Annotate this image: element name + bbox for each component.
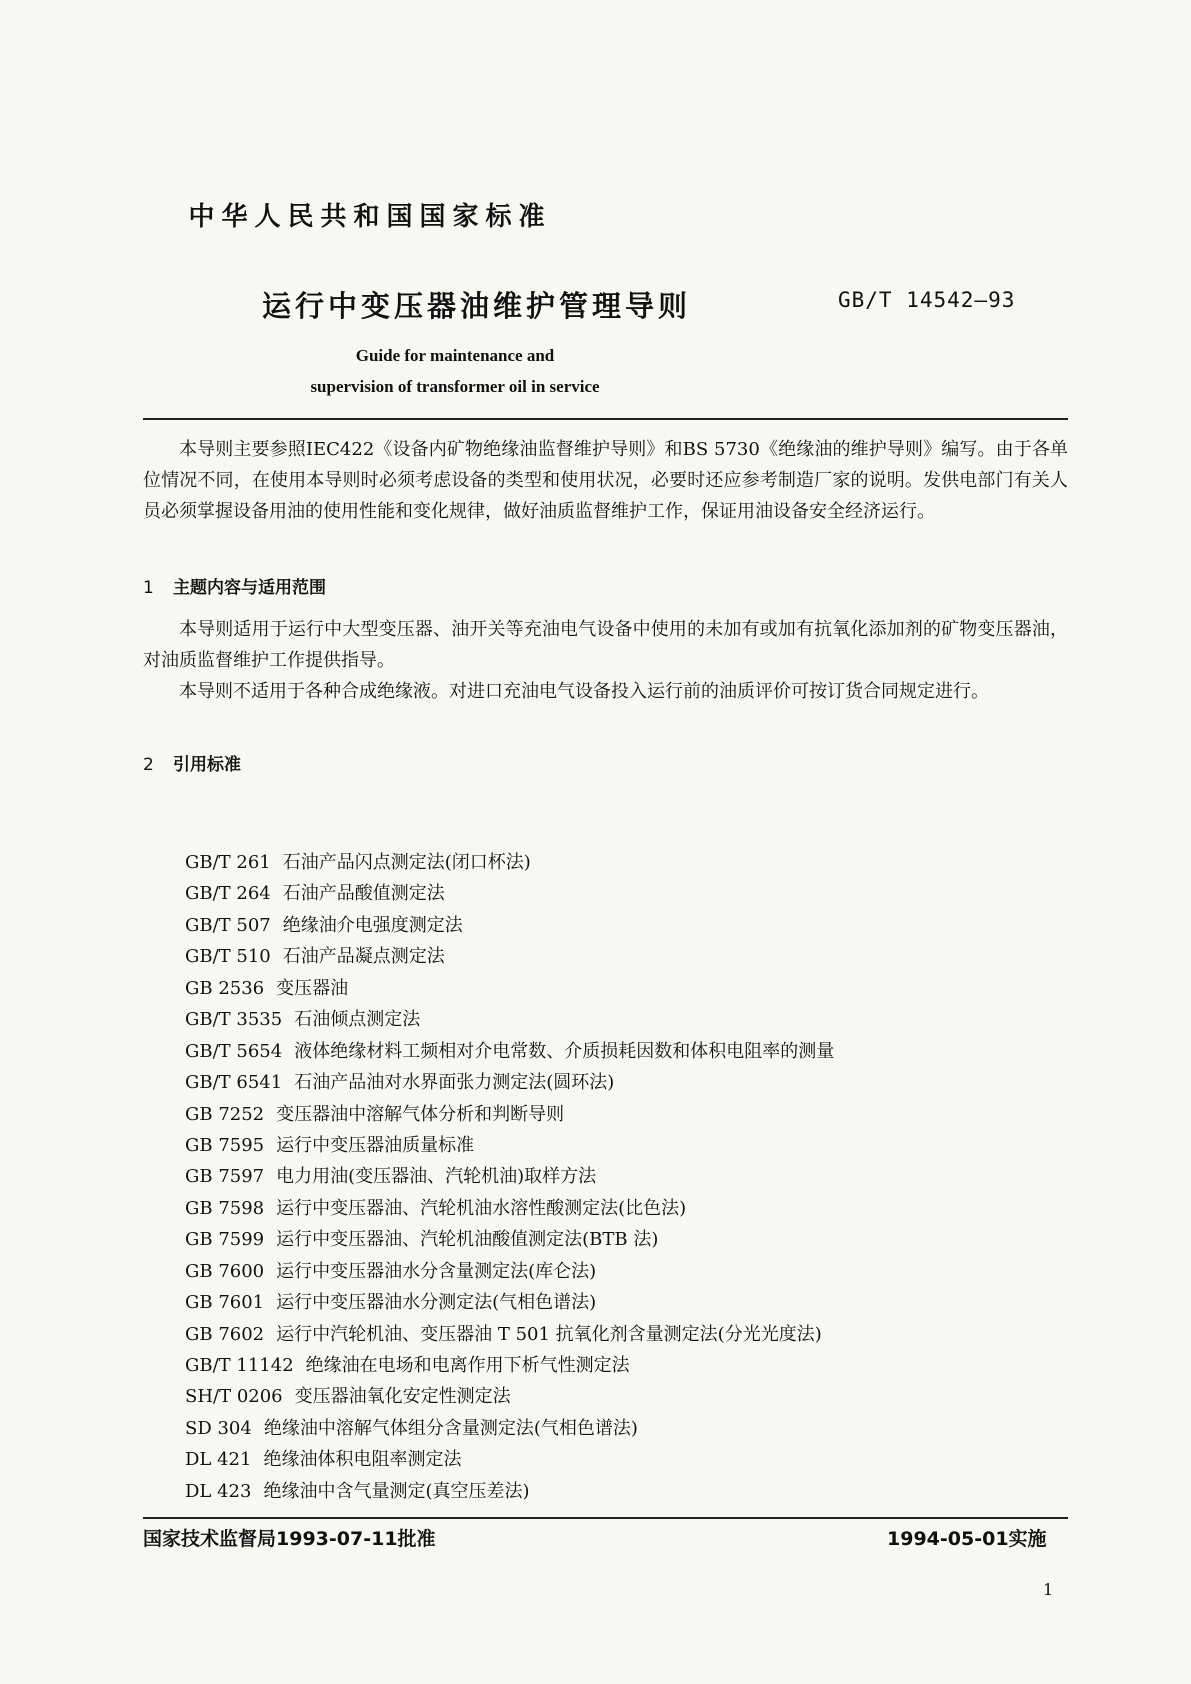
reference-code: GB 7599 [185, 1229, 265, 1251]
reference-title: 电力用油(变压器油、汽轮机油)取样方法 [276, 1166, 597, 1188]
title-en-line-2: supervision of transformer oil in service [310, 377, 600, 396]
reference-list [185, 847, 834, 1507]
reference-title: 石油产品油对水界面张力测定法(圆环法) [294, 1072, 615, 1094]
standard-title-en [240, 340, 670, 402]
section-2-heading [143, 750, 241, 775]
section-1-paragraph-2: 本导则不适用于各种合成绝缘液。对进口充油电气设备投入运行前的油质评价可按订货合同规定进行。 [179, 681, 989, 702]
reference-title: 液体绝缘材料工频相对介电常数、介质损耗因数和体积电阻率的测量 [294, 1040, 835, 1062]
effective-date: 1994-05-01实施 [887, 1528, 1047, 1550]
section-2-number: 2 [143, 755, 154, 775]
reference-code: GB 7595 [185, 1134, 265, 1156]
reference-title: 石油倾点测定法 [294, 1009, 421, 1031]
reference-code: GB 7601 [185, 1292, 265, 1314]
reference-title: 运行中变压器油水分测定法(气相色谱法) [276, 1292, 597, 1314]
reference-item [185, 878, 834, 909]
reference-code: GB/T 261 [185, 852, 271, 873]
reference-code: GB/T 507 [185, 914, 271, 936]
reference-code: GB 7602 [185, 1323, 265, 1345]
reference-code: GB 2536 [185, 977, 265, 999]
reference-title: 石油产品闪点测定法(闭口杯法) [282, 852, 531, 873]
reference-code: GB 7597 [185, 1166, 265, 1188]
reference-title: 变压器油 [276, 977, 349, 999]
reference-item [185, 1476, 834, 1507]
reference-item [185, 973, 834, 1004]
reference-code: SH/T 0206 [185, 1386, 283, 1408]
reference-title: 运行中变压器油质量标准 [276, 1134, 475, 1156]
reference-item [185, 1350, 834, 1381]
reference-item [185, 1319, 834, 1350]
reference-item [185, 1099, 834, 1130]
reference-item [185, 910, 834, 941]
reference-code: GB 7598 [185, 1197, 265, 1219]
footer-divider [143, 1517, 1068, 1519]
reference-title: 运行中变压器油、汽轮机油水溶性酸测定法(比色法) [276, 1197, 687, 1219]
reference-code: GB/T 6541 [185, 1072, 283, 1094]
reference-item [185, 1381, 834, 1412]
reference-code: GB/T 11142 [185, 1355, 294, 1376]
section-1-paragraph-1: 本导则适用于运行中大型变压器、油开关等充油电气设备中使用的未加有或加有抗氧化添加剂的矿物变压器油，对油质监督维护工作提供指导。 [143, 619, 1068, 671]
intro-paragraph: 本导则主要参照IEC422《设备内矿物绝缘油监督维护导则》和BS 5730《绝缘油的维护导则》编写。由于各单位情况不同，在使用本导则时必须考虑设备的类型和使用状况，必要时还应参考制造厂家的说明。发供电部门有关人员必须掌握设备用油的使用性能和变化规律，做好油质监督维护工作，保证用油设备安全经济运行。 [143, 439, 1068, 522]
reference-item [185, 1256, 834, 1287]
reference-title: 石油产品凝点测定法 [282, 946, 445, 968]
reference-title: 绝缘油介电强度测定法 [282, 914, 463, 936]
reference-code: GB/T 5654 [185, 1040, 283, 1062]
reference-title: 运行中汽轮机油、变压器油 T 501 抗氧化剂含量测定法(分光光度法) [276, 1323, 822, 1345]
reference-title: 绝缘油中含气量测定(真空压差法) [263, 1480, 530, 1502]
country-standard-heading: 中华人民共和国国家标准 [188, 202, 552, 232]
section-1-heading [143, 573, 326, 598]
reference-title: 绝缘油体积电阻率测定法 [263, 1449, 462, 1471]
title-en-line-1: Guide for maintenance and [355, 346, 555, 365]
reference-item [185, 847, 834, 878]
section-2-title: 引用标准 [173, 755, 241, 775]
reference-title: 变压器油中溶解气体分析和判断导则 [276, 1103, 565, 1125]
reference-code: DL 421 [185, 1449, 252, 1471]
standard-title-cn: 运行中变压器油维护管理导则 [262, 289, 692, 323]
reference-title: 绝缘油在电场和电离作用下析气性测定法 [305, 1355, 630, 1376]
reference-title: 绝缘油中溶解气体组分含量测定法(气相色谱法) [263, 1417, 638, 1439]
reference-item [185, 1413, 834, 1444]
reference-item [185, 1130, 834, 1161]
reference-item [185, 1161, 834, 1192]
reference-item [185, 1004, 834, 1035]
page-number: 1 [1043, 1580, 1054, 1599]
reference-title: 运行中变压器油水分含量测定法(库仑法) [276, 1260, 597, 1282]
reference-item [185, 941, 834, 972]
reference-code: GB 7252 [185, 1103, 265, 1125]
reference-title: 变压器油氧化安定性测定法 [294, 1386, 511, 1408]
reference-item [185, 1193, 834, 1224]
reference-item [185, 1224, 834, 1255]
header-divider [143, 418, 1068, 420]
approval-statement: 国家技术监督局1993-07-11批准 [143, 1528, 436, 1550]
reference-code: SD 304 [185, 1417, 252, 1439]
reference-code: GB 7600 [185, 1260, 265, 1282]
reference-item [185, 1067, 834, 1098]
reference-code: GB/T 264 [185, 883, 271, 905]
reference-item [185, 1444, 834, 1475]
reference-title: 运行中变压器油、汽轮机油酸值测定法(BTB 法) [276, 1229, 659, 1251]
reference-code: GB/T 510 [185, 946, 271, 968]
reference-item [185, 1036, 834, 1067]
standard-code: GB/T 14542—93 [838, 288, 1016, 312]
reference-title: 石油产品酸值测定法 [282, 883, 445, 905]
section-1-number: 1 [143, 578, 154, 598]
reference-code: GB/T 3535 [185, 1009, 283, 1031]
reference-code: DL 423 [185, 1480, 252, 1502]
reference-item [185, 1287, 834, 1318]
section-1-title: 主题内容与适用范围 [173, 578, 326, 598]
